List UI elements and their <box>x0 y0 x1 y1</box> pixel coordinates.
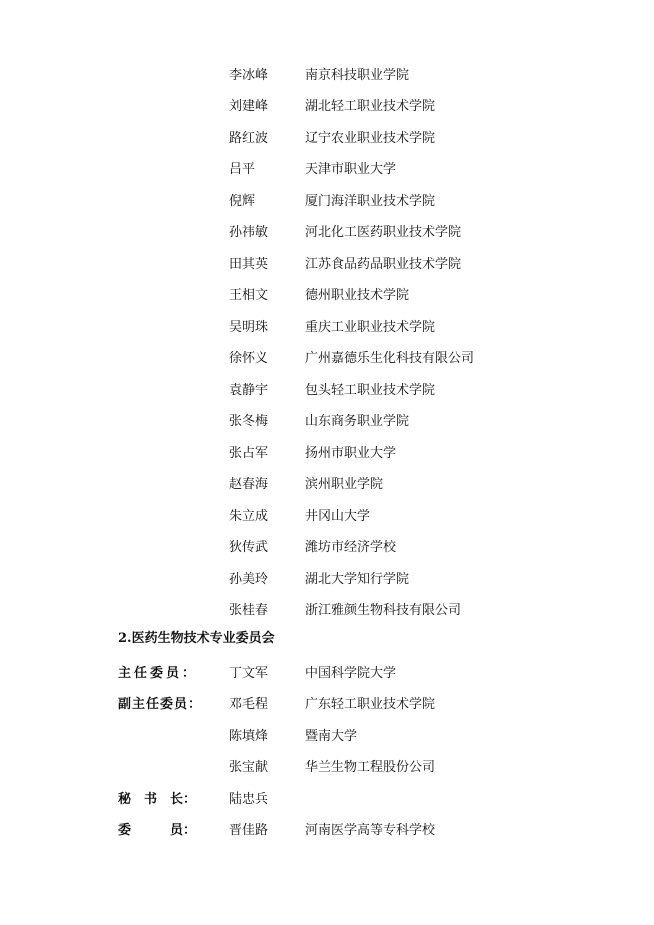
member-name: 张冬梅 <box>229 414 269 429</box>
director-org: 中国科学院大学 <box>305 666 397 681</box>
member-row <box>0 411 654 433</box>
member-org: 扬州市职业大学 <box>305 446 397 461</box>
member-name: 狄传武 <box>229 540 269 555</box>
member-org: 湖北大学知行学院 <box>305 572 410 587</box>
member-row <box>0 506 654 528</box>
member-org: 厦门海洋职业技术学院 <box>305 194 436 209</box>
role-label-vice-director: 副主任委员： <box>118 697 203 712</box>
vice-director-name: 邓毛程 <box>229 697 269 712</box>
member-row <box>0 600 654 622</box>
member-row <box>0 820 654 842</box>
member-org: 浙江雅颜生物科技有限公司 <box>305 603 462 618</box>
member-org: 滨州职业学院 <box>305 477 384 492</box>
member-name: 倪辉 <box>229 194 256 209</box>
member-name: 李冰峰 <box>229 68 269 83</box>
vice-director-name: 陈填烽 <box>229 729 269 744</box>
member-org: 德州职业技术学院 <box>305 288 410 303</box>
member-name: 袁静宇 <box>229 383 269 398</box>
member-row <box>0 191 654 213</box>
member-row <box>0 537 654 559</box>
role-label-secretary: 秘 书 长： <box>118 792 197 807</box>
member-row <box>0 348 654 370</box>
member-name: 晋佳路 <box>229 823 269 838</box>
member-org: 潍坊市经济学校 <box>305 540 397 555</box>
member-row <box>0 222 654 244</box>
member-org: 江苏食品药品职业技术学院 <box>305 257 462 272</box>
member-name: 徐怀义 <box>229 351 269 366</box>
member-row <box>0 380 654 402</box>
member-name: 路红波 <box>229 131 269 146</box>
member-name: 田其英 <box>229 257 269 272</box>
member-row <box>0 443 654 465</box>
vice-director-row <box>0 757 654 779</box>
member-org: 河北化工医药职业技术学院 <box>305 225 462 240</box>
role-label-director: 主任委员： <box>118 666 199 681</box>
vice-director-org: 广东轻工职业技术学院 <box>305 697 436 712</box>
vice-director-org: 暨南大学 <box>305 729 358 744</box>
member-name: 刘建峰 <box>229 99 269 114</box>
member-name: 张占军 <box>229 446 269 461</box>
member-name: 王相文 <box>229 288 269 303</box>
member-row <box>0 254 654 276</box>
member-org: 山东商务职业学院 <box>305 414 410 429</box>
member-name: 吕平 <box>229 162 256 177</box>
vice-director-name: 张宝献 <box>229 760 269 775</box>
member-row <box>0 317 654 339</box>
member-org: 重庆工业职业技术学院 <box>305 320 436 335</box>
member-row <box>0 285 654 307</box>
member-row <box>0 128 654 150</box>
member-org: 包头轻工职业技术学院 <box>305 383 436 398</box>
member-name: 朱立成 <box>229 509 269 524</box>
director-name: 丁文军 <box>229 666 269 681</box>
member-name: 孙祎敏 <box>229 225 269 240</box>
member-row <box>0 65 654 87</box>
member-row <box>0 569 654 591</box>
member-org: 南京科技职业学院 <box>305 68 410 83</box>
section-heading: 2.医药生物技术专业委员会 <box>118 631 275 646</box>
member-name: 孙美玲 <box>229 572 269 587</box>
director-row <box>0 663 654 685</box>
member-org: 河南医学高等专科学校 <box>305 823 436 838</box>
member-name: 吴明珠 <box>229 320 269 335</box>
vice-director-row <box>0 694 654 716</box>
member-org: 辽宁农业职业技术学院 <box>305 131 436 146</box>
member-org: 湖北轻工职业技术学院 <box>305 99 436 114</box>
member-row <box>0 96 654 118</box>
vice-director-org: 华兰生物工程股份公司 <box>305 760 436 775</box>
secretary-row <box>0 789 654 811</box>
member-name: 张桂春 <box>229 603 269 618</box>
vice-director-row <box>0 726 654 748</box>
role-label-members: 委 员： <box>118 823 197 838</box>
member-org: 广州嘉德乐生化科技有限公司 <box>305 351 475 366</box>
member-org: 井冈山大学 <box>305 509 371 524</box>
member-row <box>0 474 654 496</box>
member-row <box>0 159 654 181</box>
member-name: 赵春海 <box>229 477 269 492</box>
secretary-name: 陆忠兵 <box>229 792 269 807</box>
member-org: 天津市职业大学 <box>305 162 397 177</box>
